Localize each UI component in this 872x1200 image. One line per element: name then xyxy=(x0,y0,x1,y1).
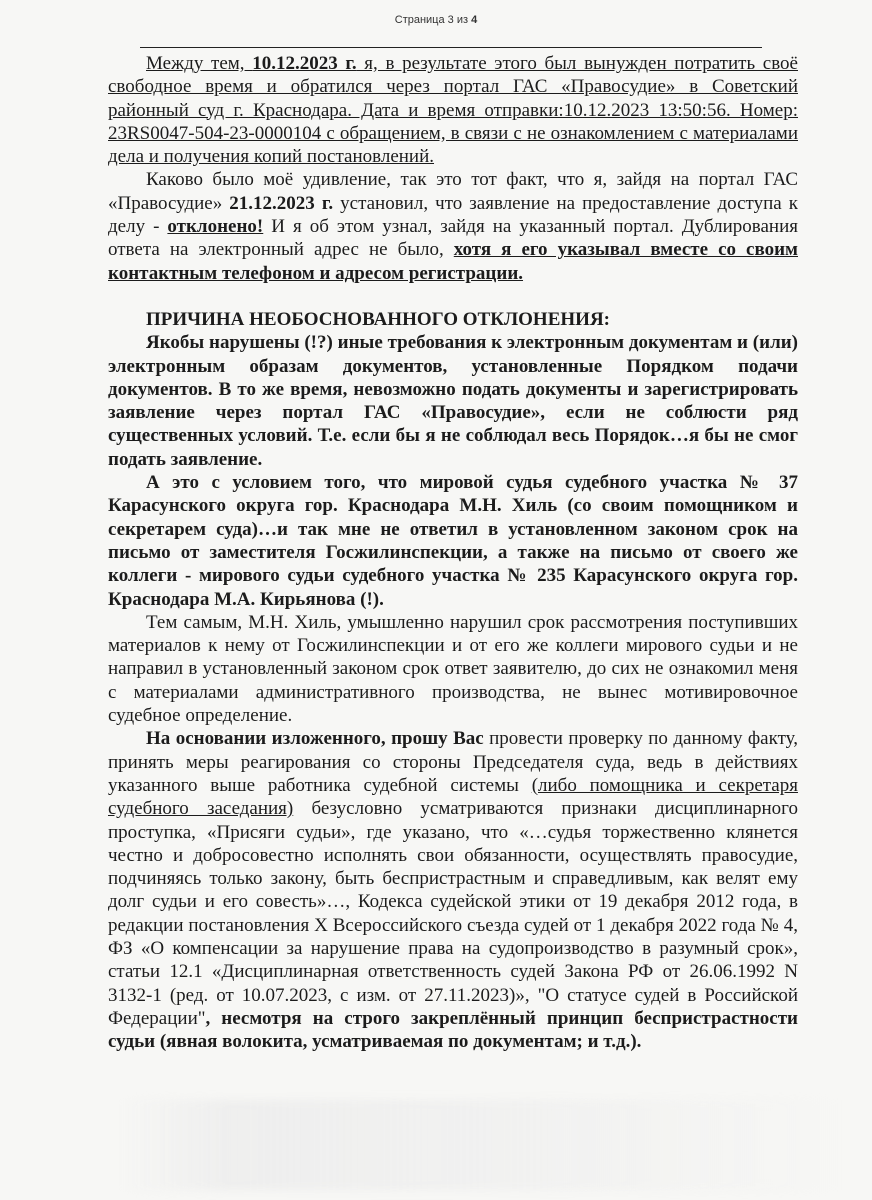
para1-text-1: Между тем, xyxy=(146,53,253,74)
page-header-prefix: Страница xyxy=(394,14,448,26)
top-divider-line xyxy=(140,47,762,48)
para6-request-lead: На основании изложенного, прошу Вас xyxy=(146,728,484,750)
page-current-number: 3 xyxy=(447,14,454,26)
para1-text-2: я, в результате этого был вынужден потратить своё свободное время и обратился через портал ГАС «Правосудие» в Советский районный суд г. Краснодара. Дата и время отправки:10.12.2023 13:50:56. Номер: 23RS0047-504-23-0000104 с обращением, в связи с не ознакомлением с материалами дела и получения копий постановлений. xyxy=(108,53,798,168)
paragraph-alleged-violations: Якобы нарушены (!?) иные требования к электронным документам и (или) электронным образам документов, установленные Порядком подачи документов. В то же время, невозможно подать документы и зарегистрировать заявление через портал ГАС «Правосудие», если не соблюсти ряд существенных условий. Т.е. если бы я не соблюдал весь Порядок…я бы не смог подать заявление. xyxy=(108,332,798,470)
para1-date: 10.12.2023 г. xyxy=(252,53,357,74)
paragraph-appeal-submission xyxy=(108,52,798,168)
para6-text-2: безусловно усматриваются признаки дисциплинарного проступка, «Присяги судьи», где указано, что «…судья торжественно клянется честно и добросовестно исполнять свои обязанности, осуществлять правосудие, подчиняясь только закону, быть беспристрастным и справедливым, как велят ему долг судьи и его совесть»…, Кодекса судейской этики от 19 декабря 2012 года, в редакции постановления X Всероссийского съезда судей от 1 декабря 2022 года № 4, ФЗ «О компенсации за нарушение права на судопроизводство в разумный срок», статьи 12.1 «Дисциплинарная ответственность судей Закона РФ от 26.06.1992 N 3132-1 (ред. от 10.07.2023, с изм. от 27.11.2023)», "О статусе судей в Российской Федерации" xyxy=(108,798,798,1029)
paragraph-deadline-violation: Тем самым, М.Н. Хиль, умышленно нарушил срок рассмотрения поступивших материалов к нему от Госжилинспекции и от его же коллеги мирового судьи и не направил в установленный законом срок ответ заявителю, до сих не ознакомил меня с материалами административного производства, не вынес мотивировочное судебное определение. xyxy=(108,611,798,727)
page-header xyxy=(0,14,872,26)
para2-text-1: Каково было моё удивление, так это тот факт, что я, зайдя на портал ГАС «Правосудие» xyxy=(108,169,798,214)
para2-date: 21.12.2023 г. xyxy=(229,192,334,214)
paragraph-rejection-discovered xyxy=(108,168,798,284)
page-total-number: 4 xyxy=(471,14,478,26)
blurred-redaction xyxy=(120,1100,840,1190)
para6-assistant-note: (либо помощника и секретаря судебного заседания) xyxy=(108,774,798,820)
para6-closing: , несмотря на строго закреплённый принцип беспристрастности судьи (явная волокита, усматриваемая по документам; и т.д.). xyxy=(108,1007,798,1053)
para2-text-2: установил, что заявление на предоставление доступа к делу - xyxy=(108,192,798,238)
section-heading: ПРИЧИНА НЕОБОСНОВАННОГО ОТКЛОНЕНИЯ: xyxy=(146,308,610,330)
para6-text-1: провести проверку по данному факту, принять меры реагирования со стороны Председателя суда, ведь в действиях указанного выше работника судебной системы xyxy=(108,728,798,796)
document-body xyxy=(108,52,798,1053)
para2-rejected: отклонено! xyxy=(167,216,264,238)
paragraph-judge-no-response: А это с условием того, что мировой судья судебного участка № 37 Карасунского округа гор. Краснодара М.Н. Хиль (со своим помощником и секретарем суда)…и так мне не ответил в установленном законом срок на письмо от заместителя Госжилинспекции, а также на письмо от своего же коллеги - мирового судьи судебного участка № 235 Карасунского округа гор. Краснодара М.А. Кирьянова (!). xyxy=(108,472,798,610)
paragraph-request xyxy=(108,727,798,1053)
para2-text-3: И я об этом узнал, зайдя на указанный портал. Дублирования ответа на электронный адрес не было, xyxy=(108,216,798,261)
para2-contact-note: хотя я его указывал вместе со своим контактным телефоном и адресом регистрации. xyxy=(108,239,798,284)
page-header-middle: из xyxy=(453,14,472,26)
